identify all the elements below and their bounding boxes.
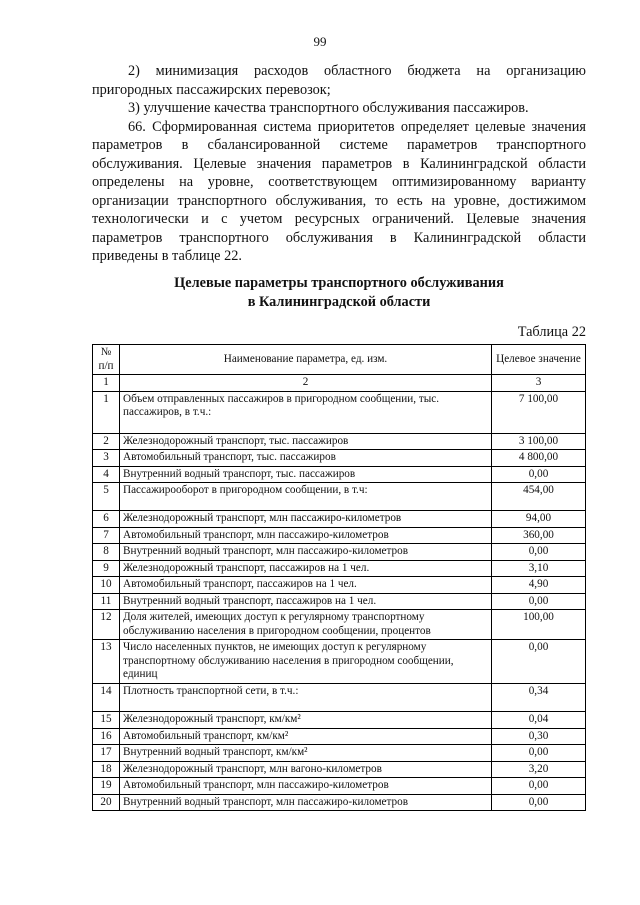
row-parameter-name: Железнодорожный транспорт, км/км² [120,712,492,729]
table-body [93,391,586,811]
table-row [93,483,586,511]
row-number: 13 [93,640,120,684]
row-target-value: 7 100,00 [492,391,586,433]
table-row [93,577,586,594]
column-number: 1 [93,375,120,392]
row-parameter-name: Железнодорожный транспорт, млн пассажиро-километров [120,511,492,528]
heading-line-2: в Калининградской области [247,294,431,310]
row-parameter-name: Пассажирооборот в пригородном сообщении, в т.ч: [120,483,492,511]
column-number: 3 [492,375,586,392]
row-number: 17 [93,745,120,762]
row-parameter-name: Автомобильный транспорт, тыс. пассажиров [120,450,492,467]
table-row [93,610,586,640]
paragraph-66: 66. Сформированная система приоритетов определяет целевые значения параметров в сбалансированной системе параметров транспортного обслуживания. Целевые значения параметров в Калининградской области определены на уровне, соответствующем оптимизированному варианту организации транспортного обслуживания, то есть на уровне, достижимом технологически и с учетом ресурсных ограничений. Целевые значения параметров транспортного обслуживания в Калининградской области приведены в таблице 22. [92,118,586,264]
row-target-value: 454,00 [492,483,586,511]
row-number: 1 [93,391,120,433]
row-parameter-name: Плотность транспортной сети, в т.ч.: [120,684,492,712]
table-caption: Таблица 22 [517,324,586,340]
table-row [93,640,586,684]
table-row [93,684,586,712]
row-target-value: 0,34 [492,684,586,712]
table-row [93,391,586,433]
row-parameter-name: Автомобильный транспорт, млн пассажиро-километров [120,778,492,795]
table-row [93,466,586,483]
row-target-value: 3,10 [492,560,586,577]
row-parameter-name: Железнодорожный транспорт, пассажиров на 1 чел. [120,560,492,577]
row-number: 6 [93,511,120,528]
table-row [93,728,586,745]
row-target-value: 3,20 [492,761,586,778]
header-num: № п/п [93,345,120,375]
row-parameter-name: Доля жителей, имеющих доступ к регулярному транспортному обслуживанию населения в пригородном сообщении, процентов [120,610,492,640]
row-number: 8 [93,544,120,561]
table-row [93,761,586,778]
table-row [93,511,586,528]
row-target-value: 360,00 [492,527,586,544]
row-number: 9 [93,560,120,577]
table-header-row [93,345,586,375]
row-parameter-name: Автомобильный транспорт, млн пассажиро-километров [120,527,492,544]
heading-line-1: Целевые параметры транспортного обслуживания [174,275,504,291]
row-parameter-name: Внутренний водный транспорт, млн пассажиро-километров [120,544,492,561]
row-number: 12 [93,610,120,640]
row-parameter-name: Железнодорожный транспорт, тыс. пассажиров [120,433,492,450]
row-target-value: 94,00 [492,511,586,528]
row-number: 16 [93,728,120,745]
column-number: 2 [120,375,492,392]
table-row [93,450,586,467]
row-target-value: 0,00 [492,745,586,762]
row-target-value: 0,00 [492,640,586,684]
header-value: Целевое значение [492,345,586,375]
row-number: 3 [93,450,120,467]
table-row [93,544,586,561]
row-target-value: 4 800,00 [492,450,586,467]
row-number: 11 [93,593,120,610]
row-parameter-name: Число населенных пунктов, не имеющих доступ к регулярному транспортному обслуживанию населения в пригородном сообщении, единиц [120,640,492,684]
row-number: 19 [93,778,120,795]
row-target-value: 0,30 [492,728,586,745]
row-parameter-name: Железнодорожный транспорт, млн вагоно-километров [120,761,492,778]
row-target-value: 0,00 [492,466,586,483]
table-row [93,433,586,450]
row-number: 2 [93,433,120,450]
row-parameter-name: Автомобильный транспорт, пассажиров на 1 чел. [120,577,492,594]
row-target-value: 4,90 [492,577,586,594]
column-number-row [93,375,586,392]
page-number: 99 [313,34,327,49]
row-parameter-name: Внутренний водный транспорт, км/км² [120,745,492,762]
table-row [93,712,586,729]
header-name: Наименование параметра, ед. изм. [120,345,492,375]
row-target-value: 0,00 [492,544,586,561]
row-number: 18 [93,761,120,778]
parameters-table [92,344,586,811]
intro-text [92,62,586,266]
row-parameter-name: Внутренний водный транспорт, пассажиров на 1 чел. [120,593,492,610]
paragraph-item-3: 3) улучшение качества транспортного обслуживания пассажиров. [128,100,529,116]
row-parameter-name: Внутренний водный транспорт, млн пассажиро-километров [120,794,492,811]
table-row [93,794,586,811]
row-number: 15 [93,712,120,729]
table-row [93,745,586,762]
row-number: 10 [93,577,120,594]
row-number: 14 [93,684,120,712]
row-number: 20 [93,794,120,811]
table-heading [92,274,586,312]
row-target-value: 0,04 [492,712,586,729]
paragraph-item-2: 2) минимизация расходов областного бюджета на организацию пригородных пассажирских перевозок; [92,63,586,98]
row-target-value: 0,00 [492,778,586,795]
row-number: 4 [93,466,120,483]
row-parameter-name: Объем отправленных пассажиров в пригородном сообщении, тыс. пассажиров, в т.ч.: [120,391,492,433]
row-number: 5 [93,483,120,511]
row-target-value: 100,00 [492,610,586,640]
table-row [93,527,586,544]
table-row [93,560,586,577]
table-row [93,593,586,610]
table-row [93,778,586,795]
row-target-value: 0,00 [492,593,586,610]
row-parameter-name: Автомобильный транспорт, км/км² [120,728,492,745]
row-parameter-name: Внутренний водный транспорт, тыс. пассажиров [120,466,492,483]
row-target-value: 0,00 [492,794,586,811]
row-target-value: 3 100,00 [492,433,586,450]
row-number: 7 [93,527,120,544]
